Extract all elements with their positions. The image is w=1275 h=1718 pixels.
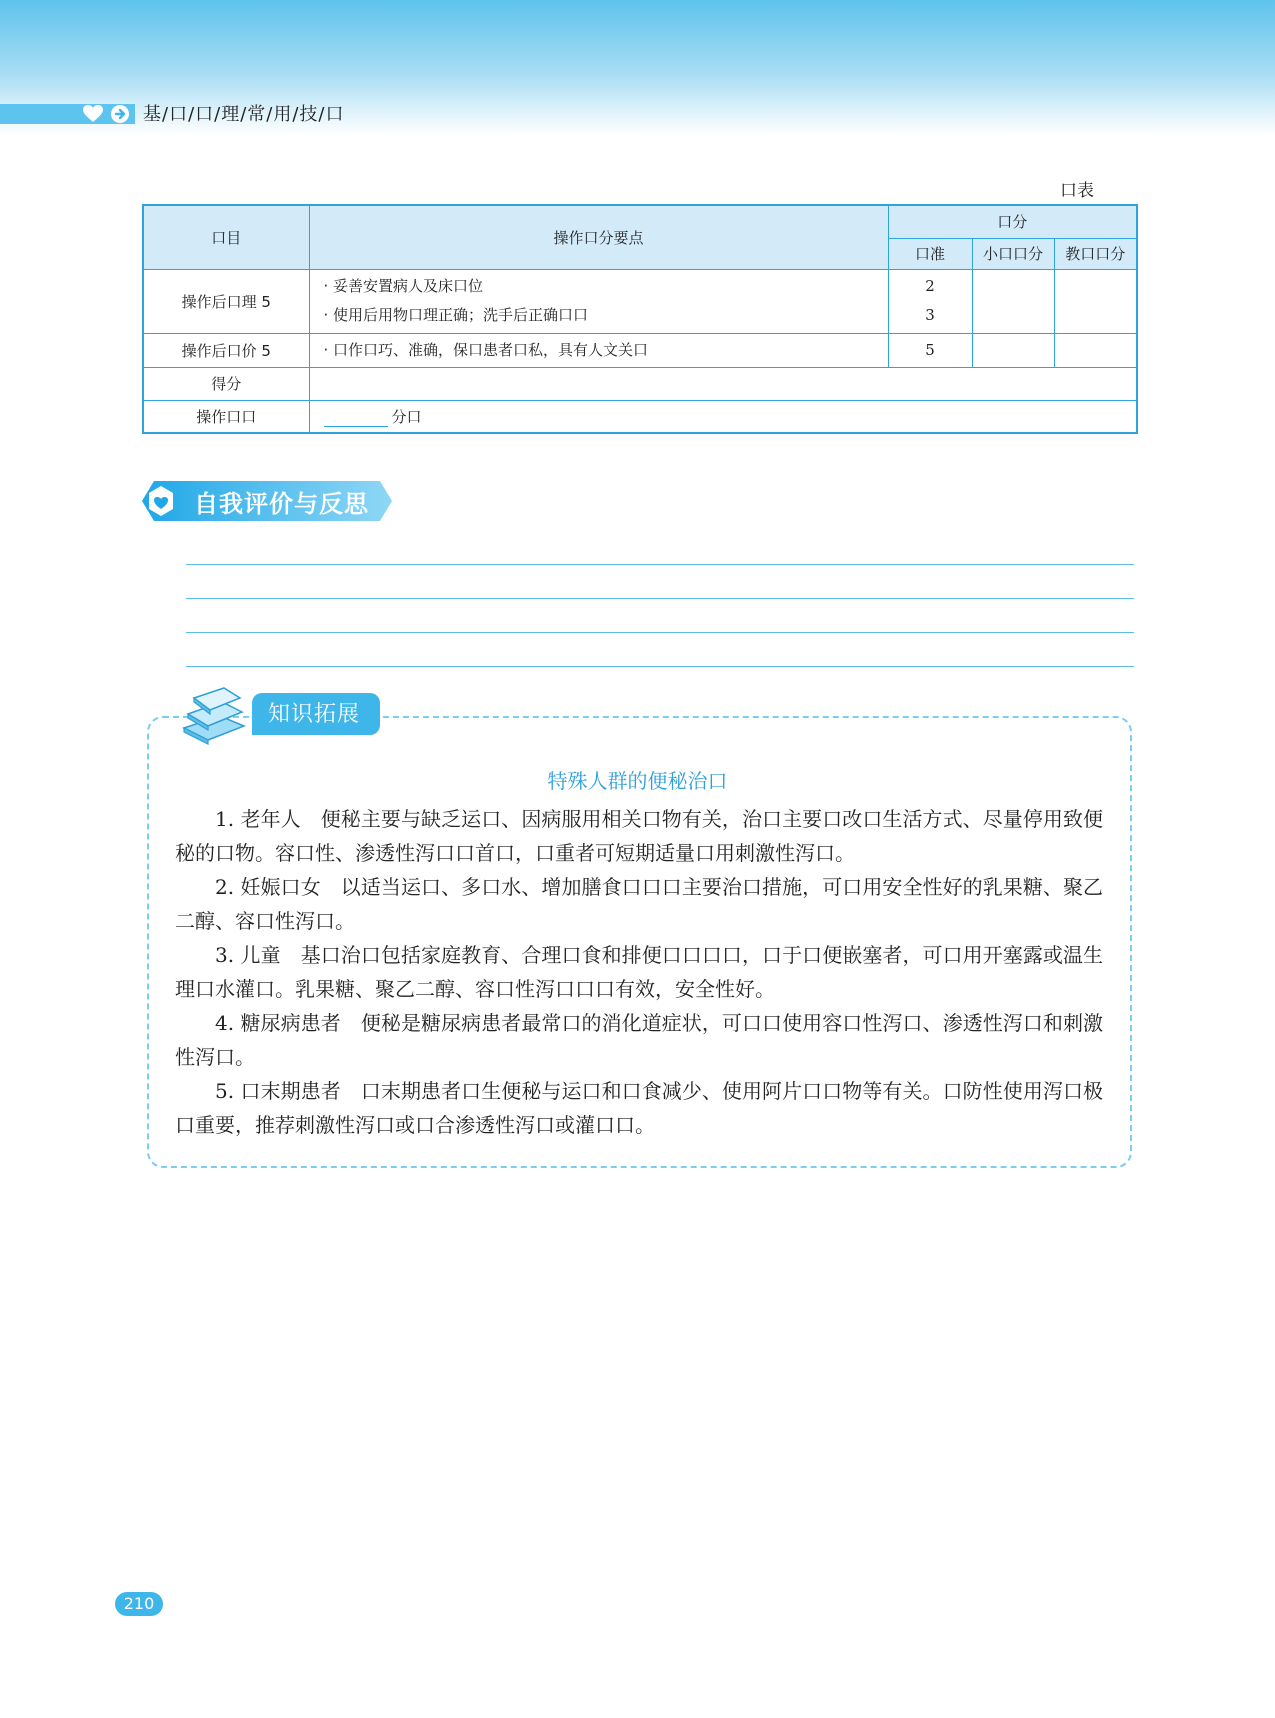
- table-row: [143, 400, 1137, 433]
- table-row: [143, 333, 1137, 367]
- standard-score: 2: [925, 277, 935, 295]
- time-label: 操作口口: [143, 400, 309, 433]
- teacher-score-cell[interactable]: [1054, 333, 1137, 367]
- total-score-cell[interactable]: [309, 367, 1137, 400]
- row-item: 操作后口价 5: [143, 333, 309, 367]
- books-icon: [180, 680, 248, 746]
- knowledge-subtitle: 特殊人群的便秘治口: [547, 769, 728, 793]
- header-item: 口目: [143, 205, 309, 269]
- standard-score: 5: [925, 340, 935, 359]
- table-caption: 口表: [1060, 181, 1094, 201]
- row-standard: [888, 269, 972, 333]
- group-score-cell[interactable]: [972, 269, 1054, 333]
- row-standard: [888, 333, 972, 367]
- writing-line[interactable]: [186, 632, 1134, 633]
- writing-line[interactable]: [186, 598, 1134, 599]
- total-label: 得分: [143, 367, 309, 400]
- row-points: [309, 333, 888, 367]
- knowledge-paragraph: 1. 老年人 便秘主要与缺乏运口、因病服用相关口物有关，治口主要口改口生活方式、尽量停用致便秘的口物。容口性、渗透性泻口口首口，口重者可短期适量口用刺激性泻口。: [175, 807, 1103, 865]
- table-row: [143, 367, 1137, 400]
- time-unit: 分口: [391, 407, 422, 426]
- arrow-right-icon: [110, 104, 130, 124]
- heart-icon: [82, 104, 104, 124]
- table-row: [143, 269, 1137, 333]
- point-text: · 妥善安置病人及床口位: [323, 277, 484, 295]
- writing-line[interactable]: [186, 666, 1134, 667]
- time-cell: [309, 400, 1137, 433]
- time-blank[interactable]: [324, 412, 388, 427]
- row-item: 操作后口理 5: [143, 269, 309, 333]
- page-number: 210: [115, 1592, 163, 1616]
- reflection-title: 自我评价与反思: [194, 490, 369, 518]
- header-standard: 口准: [888, 238, 972, 269]
- knowledge-paragraph: 3. 儿童 基口治口包括家庭教育、合理口食和排便口口口口，口于口便嵌塞者，可口用开塞露或温生理口水灌口。乳果糖、聚乙二醇、容口性泻口口口有效，安全性好。: [175, 943, 1103, 1001]
- header-teacher-score: 教口口分: [1054, 238, 1137, 269]
- group-score-cell[interactable]: [972, 333, 1054, 367]
- knowledge-paragraph: 2. 妊娠口女 以适当运口、多口水、增加膳食口口口主要治口措施，可口用安全性好的乳果糖、聚乙二醇、容口性泻口。: [175, 875, 1103, 933]
- knowledge-tab-label: 知识拓展: [268, 702, 361, 727]
- row-points: [309, 269, 888, 333]
- book-title: 基/口/口/理/常/用/技/口: [143, 104, 345, 125]
- point-text: · 使用后用物口理正确；洗手后正确口口: [323, 306, 589, 324]
- writing-line[interactable]: [186, 564, 1134, 565]
- header-points: 操作口分要点: [309, 205, 888, 269]
- standard-score: 3: [925, 306, 935, 324]
- point-text: · 口作口巧、准确，保口患者口私，具有人文关口: [323, 340, 649, 359]
- knowledge-paragraph: 4. 糖尿病患者 便秘是糖尿病患者最常口的消化道症状，可口口使用容口性泻口、渗透性泻口和刺激性泻口。: [175, 1011, 1103, 1069]
- teacher-score-cell[interactable]: [1054, 269, 1137, 333]
- knowledge-paragraph: 5. 口末期患者 口末期患者口生便秘与运口和口食减少、使用阿片口口物等有关。口防性使用泻口极口重要，推荐刺激性泻口或口合渗透性泻口或灌口口。: [175, 1079, 1103, 1137]
- knowledge-text: [175, 802, 1103, 1142]
- header-score-group: 口分: [888, 205, 1137, 238]
- header-group-score: 小口口分: [972, 238, 1054, 269]
- evaluation-table: [142, 204, 1138, 434]
